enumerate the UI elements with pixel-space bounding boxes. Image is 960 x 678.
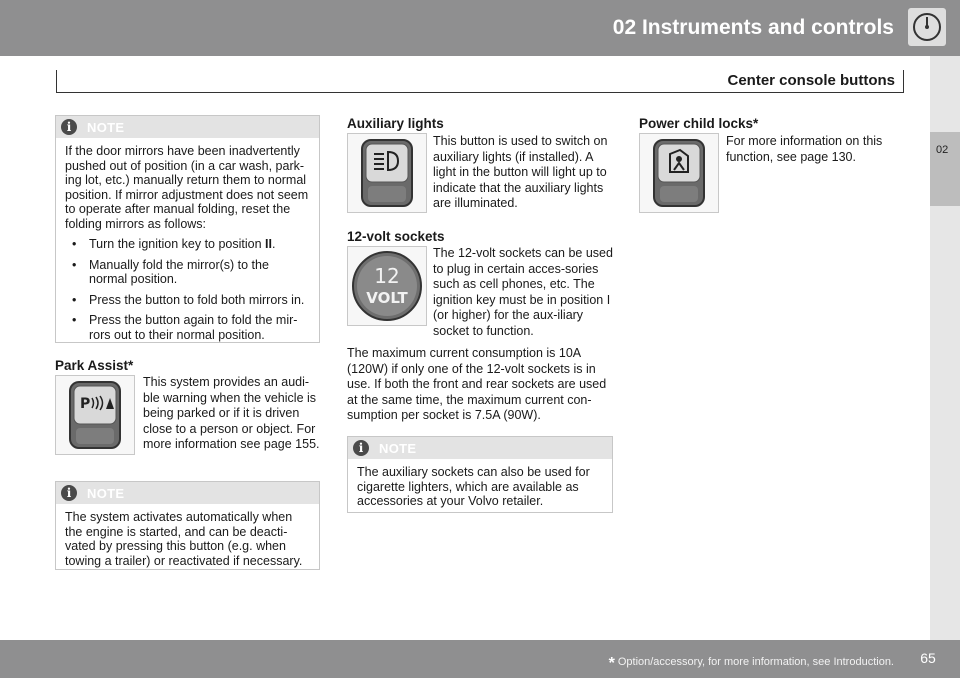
note-header <box>348 437 612 459</box>
current-consumption-paragraph: The maximum current consumption is 10A (120W) if only one of the 12-volt sockets is in use. If both the front and rear sockets are used at the same time, the maximum current con-sumption per socket is 7.5A (90W). <box>347 346 607 423</box>
info-icon: i <box>61 119 77 135</box>
note-label: NOTE <box>379 441 417 456</box>
page-header <box>0 0 960 56</box>
list-item: • Press the button again to fold the mir-rors out to their normal position. <box>65 313 310 342</box>
auxiliary-lights-text: This button is used to switch on auxiliary lights (if installed). A light in the button will light up to indicate that the auxiliary lights are illuminated. <box>433 134 608 211</box>
park-assist-heading: Park Assist* <box>55 358 134 373</box>
socket-number-text: 12 <box>374 264 400 288</box>
child-locks-button-image <box>639 133 719 213</box>
park-assist-button-image <box>55 375 135 455</box>
note-box-auxiliary <box>347 436 613 513</box>
section-header <box>56 70 904 93</box>
footnote: * Option/accessory, for more information, see Introduction. <box>608 655 894 672</box>
note-label: NOTE <box>87 120 125 135</box>
note-label: NOTE <box>87 486 125 501</box>
note-header <box>56 116 319 138</box>
chapter-tab-label: 02 <box>936 144 949 156</box>
info-icon: i <box>353 440 369 456</box>
note-box-park-assist <box>55 481 320 570</box>
list-item: • Press the button to fold both mirrors in. <box>65 293 310 308</box>
socket-unit-text: VOLT <box>366 289 408 307</box>
park-assist-text: This system provides an audi-ble warning when the vehicle is being parked or if it is driven close to a person or object. For more information see page 155. <box>143 375 320 452</box>
note-text: If the door mirrors have been inadvertently pushed out of position (in a car wash, park-ing lot, etc.) manually return them to normal position. If mirror adjustment does not seem to operate after manual folding, reset the folding mirrors as follows: <box>65 144 309 231</box>
volt-socket-image <box>347 246 427 326</box>
park-assist-symbol: P <box>80 396 91 412</box>
list-item: • Manually fold the mirror(s) to the normal position. <box>65 258 310 287</box>
note-body: The auxiliary sockets can also be used for cigarette lighters, which are available as accessories at your Volvo retailer. <box>357 465 590 508</box>
gauge-icon <box>908 8 946 46</box>
page-footer <box>0 640 960 678</box>
info-icon: i <box>61 485 77 501</box>
note-box-mirrors <box>55 115 320 343</box>
volt-sockets-text: The 12-volt sockets can be used to plug in certain acces-sories such as cell phones, etc. The ignition key must be in position I (or higher) for the aux-iliary socket to function. <box>433 246 613 338</box>
note-header <box>56 482 319 504</box>
chapter-title: 02 Instruments and controls <box>612 16 894 39</box>
child-locks-heading: Power child locks* <box>639 116 759 131</box>
child-locks-text: For more information on this function, see page 130. <box>726 134 883 164</box>
auxiliary-lights-heading: Auxiliary lights <box>347 116 444 131</box>
bullet-list <box>65 237 310 342</box>
note-body: The system activates automatically when the engine is started, and can be deacti-vated by pressing this button (e.g. when towing a trailer) or reactivated if necessary. <box>65 510 303 568</box>
page-number: 65 <box>920 650 936 666</box>
volt-sockets-heading: 12-volt sockets <box>347 229 445 244</box>
auxiliary-lights-button-image <box>347 133 427 213</box>
section-title: Center console buttons <box>727 72 895 89</box>
chapter-tab <box>930 132 960 206</box>
list-item: • Turn the ignition key to position II. <box>65 237 310 252</box>
note-body <box>56 138 319 356</box>
